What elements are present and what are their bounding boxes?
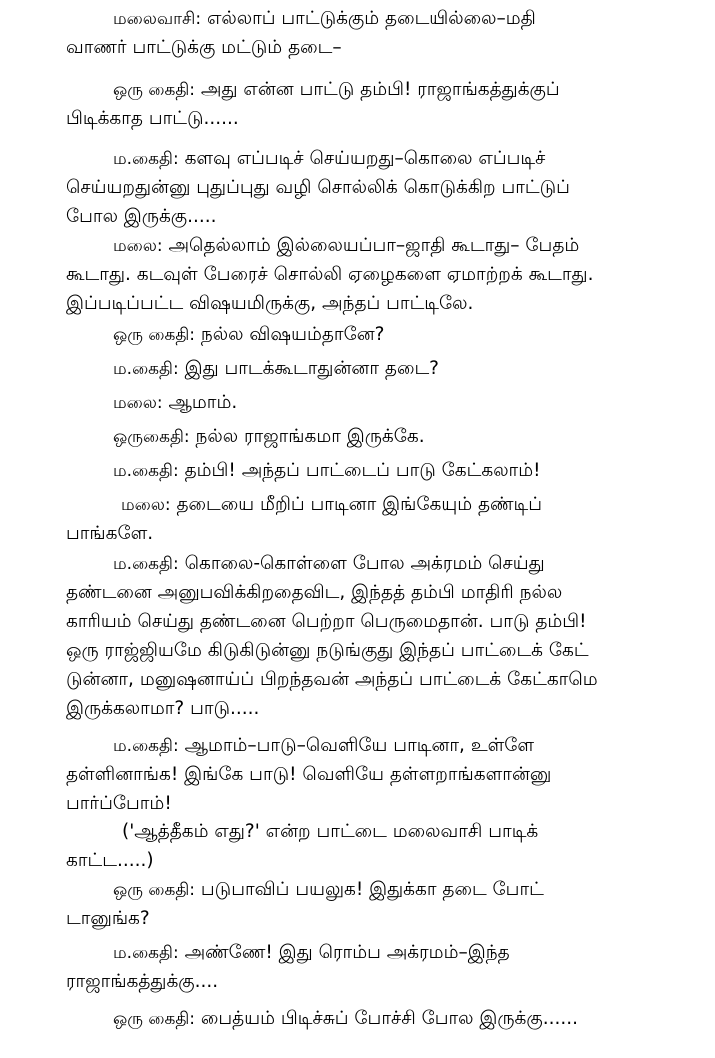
dialogue-text: பிடிக்காத பாட்டு...... [66,108,239,129]
text-line [66,579,666,607]
speaker-label: மலை: [113,393,163,413]
text-line [113,5,666,33]
dialogue-text: ஒரு ராஜ்ஜியமே கிடுகிடுன்னு நடுங்குது இந்தப் பாட்டைக் கேட் [66,640,589,661]
text-line [122,818,666,846]
speaker-label: மலைவாசி: [113,9,202,29]
dialogue-text: கூடாது. கடவுள் பேரைச் சொல்லி ஏழைகளை ஏமாற்றக் கூடாது. [66,264,594,285]
text-line [66,203,666,231]
text-line [66,637,666,665]
text-line [66,847,666,875]
text-line [66,261,666,289]
dialogue-text: தடையை மீறிப் பாடினா இங்கேயும் தண்டிப் [170,494,543,515]
dialogue-text: பாங்களே. [66,523,154,544]
dialogue-text: ராஜாங்கத்துக்கு.... [66,971,219,992]
speaker-label: ம.கைதி: [113,359,179,379]
text-line [66,905,666,933]
dialogue-text: ஆமாம்–பாடு–வெளியே பாடினா, உள்ளே [178,735,535,756]
dialogue-text: அது என்ன பாட்டு தம்பி! ராஜாங்கத்துக்குப் [195,79,560,100]
dialogue-text: தம்பி! அந்தப் பாட்டைப் பாடு கேட்கலாம்! [178,460,541,481]
text-line [66,666,666,694]
text-line [66,34,666,62]
speaker-label: ம.கைதி: [113,736,179,756]
dialogue-text: தள்ளினாங்க! இங்கே பாடு! வெளியே தள்ளறாங்களான்னு [66,764,552,785]
text-line [66,695,666,723]
speaker-label: ஒரு கைதி: [113,1009,196,1029]
speaker-label: ம.கைதி: [113,943,179,963]
dialogue-text: பைத்யம் பிடிச்சுப் போச்சி போல இருக்கு...... [195,1008,578,1029]
dialogue-text: படுபாவிப் பயலுக! இதுக்கா தடை போட் [195,879,544,900]
text-line [113,457,666,485]
text-line [113,1005,666,1033]
text-line [113,550,666,578]
dialogue-text: எல்லாப் பாட்டுக்கும் தடையில்லை–மதி [201,8,536,29]
dialogue-text: களவு எப்படிச் செய்யறது–கொலை எப்படிச் [178,148,546,169]
speaker-label: மலை: [121,495,171,515]
text-line [66,520,666,548]
speaker-label: ஒரு கைதி: [113,80,196,100]
dialogue-text: போல இருக்கு..... [66,206,217,227]
speaker-label: ஒரு கைதி: [113,880,196,900]
speaker-label: ம.கைதி: [113,149,179,169]
speaker-label: ம.கைதி: [113,554,179,574]
dialogue-text: நல்ல ராஜாங்கமா இருக்கே. [189,426,425,447]
text-line [113,939,666,967]
text-line [113,76,666,104]
text-line [113,423,666,451]
dialogue-text: நல்ல விஷயம்தானே? [195,324,385,345]
text-line [66,968,666,996]
text-line [113,321,666,349]
dialogue-text: கொலை-கொள்ளை போல அக்ரமம் செய்து [178,553,545,574]
dialogue-text: டானுங்க? [66,908,150,929]
speaker-label: ஒருகைதி: [113,427,190,447]
dialogue-text: ஆமாம். [162,392,238,413]
text-line [66,174,666,202]
text-line [66,105,666,133]
text-line [113,145,666,173]
dialogue-text: இருக்கலாமா? பாடு..... [66,698,260,719]
dialogue-text: காரியம் செய்து தண்டனை பெற்றா பெருமைதான். பாடு தம்பி! [66,611,587,632]
text-line [66,790,666,818]
text-line [121,491,666,519]
speaker-label: மலை: [113,236,163,256]
text-line [113,232,666,260]
dialogue-text: ('ஆத்தீகம் எது?' என்ற பாட்டை மலைவாசி பாடிக் [122,821,539,842]
speaker-label: ம.கைதி: [113,461,179,481]
speaker-label: ஒரு கைதி: [113,325,196,345]
dialogue-text: அண்ணே! இது ரொம்ப அக்ரமம்–இந்த [178,942,510,963]
dialogue-text: டுன்னா, மனுஷனாய்ப் பிறந்தவன் அந்தப் பாட்டைக் கேட்காமெ [66,669,598,690]
dialogue-text: இப்படிப்பட்ட விஷயமிருக்கு, அந்தப் பாட்டிலே. [66,293,474,314]
dialogue-text: அதெல்லாம் இல்லையப்பா–ஜாதி கூடாது– பேதம் [162,235,580,256]
dialogue-text: செய்யறதுன்னு புதுப்புது வழி சொல்லிக் கொடுக்கிற பாட்டுப் [66,177,570,198]
dialogue-text: பார்ப்போம்! [66,793,172,814]
dialogue-text: வாணர் பாட்டுக்கு மட்டும் தடை– [66,37,342,58]
text-line [66,761,666,789]
dialogue-text: காட்ட.....) [66,850,154,871]
text-line [113,389,666,417]
text-line [113,876,666,904]
text-line [113,355,666,383]
text-line [113,732,666,760]
dialogue-text: தண்டனை அனுபவிக்கிறதைவிட, இந்தத் தம்பி மாதிரி நல்ல [66,582,563,603]
dialogue-text: இது பாடக்கூடாதுன்னா தடை? [178,358,440,379]
text-line [66,608,666,636]
text-line [66,290,666,318]
